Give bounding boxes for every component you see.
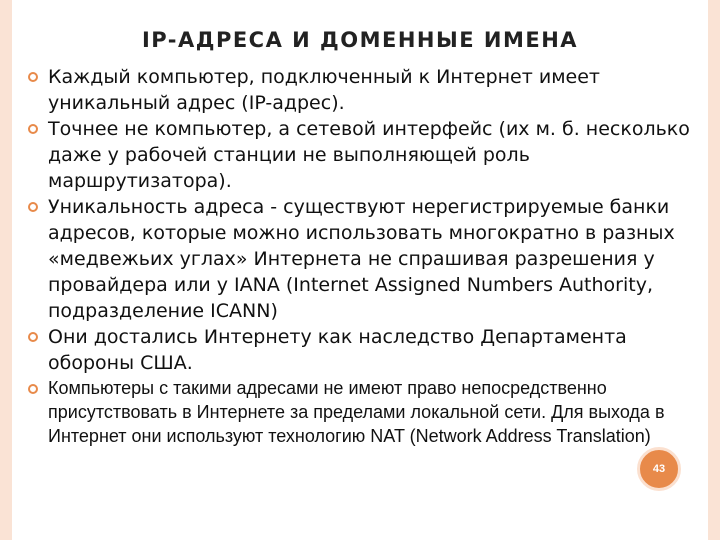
bullet-list — [22, 64, 702, 448]
bullet-item-dod-legacy — [22, 324, 702, 376]
bullet-item-nat — [22, 376, 702, 448]
bullet-ring-icon — [28, 332, 38, 342]
bullet-ring-icon — [28, 384, 38, 394]
bullet-ring-icon — [28, 124, 38, 134]
page-number-badge: 43 — [637, 447, 681, 491]
bullet-ring-icon — [28, 202, 38, 212]
bullet-text: Точнее не компьютер, а сетевой интерфейс (их м. б. несколько даже у рабочей станции не выполняющей роль маршрутизатора). — [48, 118, 690, 192]
bullet-text: Они достались Интернету как наследство Департамента обороны США. — [48, 326, 627, 374]
bullet-item-unique-address — [22, 64, 702, 116]
left-decorative-band — [0, 0, 12, 540]
bullet-ring-icon — [28, 72, 38, 82]
bullet-text: Каждый компьютер, подключенный к Интернет имеет уникальный адрес (IP-адрес). — [48, 66, 600, 114]
right-decorative-band — [708, 0, 720, 540]
bullet-item-unregistered-banks — [22, 194, 702, 324]
bullet-text: Уникальность адреса - существуют нерегистрируемые банки адресов, которые можно использовать многократно в разных «медвежьих углах» Интернета не спрашивая разрешения у провайдера или у IANA (Internet Assigned Numbers Authority, подразделение ICANN) — [48, 196, 675, 322]
bullet-item-network-interface — [22, 116, 702, 194]
bullet-text: Компьютеры с такими адресами не имеют право непосредственно присутствовать в Интернете за пределами локальной сети. Для выхода в Интернет они используют технологию NAT (Network Address Translation) — [48, 378, 665, 446]
slide-title: IP-АДРЕСА И ДОМЕННЫЕ ИМЕНА — [141, 28, 579, 52]
